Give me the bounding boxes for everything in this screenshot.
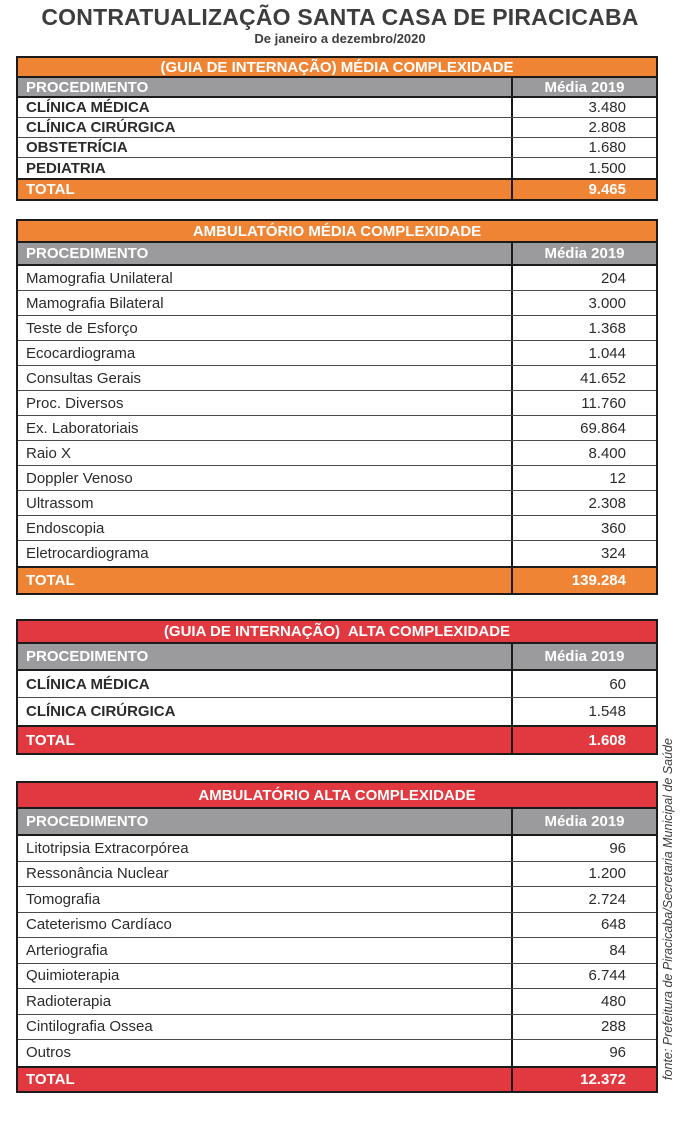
table-row — [18, 316, 656, 341]
table-row — [18, 341, 656, 366]
table-body — [18, 98, 656, 178]
procedure-cell: Radioterapia — [26, 992, 112, 1010]
table-ambulatorio-alta-complexidade — [16, 781, 658, 1093]
value-cell: 2.808 — [511, 118, 656, 137]
total-value: 139.284 — [511, 568, 656, 593]
column-header-procedimento: PROCEDIMENTO — [26, 648, 149, 665]
table-total-row — [18, 566, 656, 593]
value-cell: 204 — [511, 266, 656, 290]
table-header-row — [18, 644, 656, 671]
procedure-cell: Ultrassom — [26, 494, 94, 512]
procedure-cell: Arteriografia — [26, 941, 108, 959]
procedure-cell: CLÍNICA CIRÚRGICA — [26, 703, 176, 720]
table-row — [18, 989, 656, 1015]
procedure-cell: PEDIATRIA — [26, 159, 106, 177]
table-total-row — [18, 1066, 656, 1091]
table-total-row — [18, 178, 656, 199]
value-cell: 288 — [511, 1015, 656, 1040]
value-cell: 324 — [511, 541, 656, 566]
procedure-cell: Consultas Gerais — [26, 369, 142, 387]
value-cell: 2.724 — [511, 887, 656, 912]
value-cell: 8.400 — [511, 441, 656, 465]
column-header-media-2019: Média 2019 — [511, 78, 656, 96]
value-cell: 648 — [511, 913, 656, 938]
column-header-media-2019: Média 2019 — [511, 644, 656, 669]
value-cell: 2.308 — [511, 491, 656, 515]
page-title: CONTRATUALIZAÇÃO SANTA CASA DE PIRACICABA — [41, 4, 639, 30]
procedure-cell: Ex. Laboratoriais — [26, 419, 139, 437]
page-subtitle: De janeiro a dezembro/2020 — [254, 31, 426, 46]
value-cell: 360 — [511, 516, 656, 540]
total-value: 12.372 — [511, 1068, 656, 1091]
value-cell: 1.500 — [511, 158, 656, 178]
table-body — [18, 836, 656, 1066]
procedure-cell: Raio X — [26, 444, 72, 462]
table-total-row — [18, 725, 656, 753]
table-ambulatorio-media-complexidade — [16, 219, 658, 595]
procedure-cell: CLÍNICA CIRÚRGICA — [26, 119, 176, 136]
table-row — [18, 698, 656, 725]
table-title: AMBULATÓRIO MÉDIA COMPLEXIDADE — [18, 221, 656, 243]
total-value: 9.465 — [511, 180, 656, 199]
value-cell: 6.744 — [511, 964, 656, 989]
table-title: AMBULATÓRIO ALTA COMPLEXIDADE — [18, 783, 656, 809]
value-cell: 1.548 — [511, 698, 656, 725]
table-row — [18, 158, 656, 178]
table-row — [18, 118, 656, 138]
column-header-procedimento: PROCEDIMENTO — [26, 245, 149, 262]
column-header-procedimento: PROCEDIMENTO — [26, 78, 149, 96]
table-row — [18, 441, 656, 466]
table-header-row — [18, 78, 656, 98]
procedure-cell: Cateterismo Cardíaco — [26, 916, 172, 934]
table-row — [18, 862, 656, 888]
value-cell: 480 — [511, 989, 656, 1014]
table-row — [18, 836, 656, 862]
table-row — [18, 516, 656, 541]
procedure-cell: Endoscopia — [26, 519, 105, 537]
column-header-media-2019: Média 2019 — [511, 809, 656, 834]
value-cell: 3.480 — [511, 98, 656, 117]
table-body — [18, 671, 656, 725]
table-row — [18, 1040, 656, 1066]
table-row — [18, 466, 656, 491]
total-label: TOTAL — [26, 731, 75, 749]
procedure-cell: Doppler Venoso — [26, 469, 133, 487]
total-label: TOTAL — [26, 1070, 75, 1088]
procedure-cell: CLÍNICA MÉDICA — [26, 675, 150, 693]
procedure-cell: Ecocardiograma — [26, 344, 136, 362]
column-header-procedimento: PROCEDIMENTO — [26, 813, 149, 830]
procedure-cell: Mamografia Unilateral — [26, 269, 173, 287]
value-cell: 96 — [511, 836, 656, 861]
table-header-row — [18, 243, 656, 266]
total-label: TOTAL — [26, 572, 75, 589]
source-note: fonte: Prefeitura de Piracicaba/Secretaria Municipal de Saúde — [661, 738, 675, 1080]
value-cell: 60 — [511, 671, 656, 697]
procedure-cell: Mamografia Bilateral — [26, 294, 164, 312]
procedure-cell: OBSTETRÍCIA — [26, 139, 128, 156]
value-cell: 84 — [511, 938, 656, 963]
value-cell: 1.044 — [511, 341, 656, 365]
value-cell: 41.652 — [511, 366, 656, 390]
procedure-cell: Tomografia — [26, 890, 101, 908]
procedure-cell: Cintilografia Ossea — [26, 1018, 153, 1036]
value-cell: 3.000 — [511, 291, 656, 315]
table-row — [18, 887, 656, 913]
table-row — [18, 491, 656, 516]
value-cell: 1.200 — [511, 862, 656, 887]
table-row — [18, 541, 656, 566]
table-row — [18, 938, 656, 964]
table-row — [18, 416, 656, 441]
table-guia-internacao-media-complexidade — [16, 56, 658, 201]
procedure-cell: Ressonância Nuclear — [26, 865, 169, 883]
table-body — [18, 266, 656, 566]
table-title: (GUIA DE INTERNAÇÃO) ALTA COMPLEXIDADE — [18, 621, 656, 644]
table-row — [18, 266, 656, 291]
value-cell: 1.680 — [511, 138, 656, 157]
table-row — [18, 291, 656, 316]
table-row — [18, 98, 656, 118]
total-value: 1.608 — [511, 727, 656, 753]
table-header-row — [18, 809, 656, 836]
total-label: TOTAL — [26, 181, 75, 198]
value-cell: 1.368 — [511, 316, 656, 340]
table-row — [18, 391, 656, 416]
table-row — [18, 138, 656, 158]
value-cell: 69.864 — [511, 416, 656, 440]
procedure-cell: CLÍNICA MÉDICA — [26, 99, 150, 116]
procedure-cell: Eletrocardiograma — [26, 545, 149, 562]
table-row — [18, 1015, 656, 1041]
procedure-cell: Outros — [26, 1044, 72, 1062]
table-guia-internacao-alta-complexidade — [16, 619, 658, 755]
procedure-cell: Quimioterapia — [26, 967, 120, 985]
value-cell: 96 — [511, 1040, 656, 1066]
table-title: (GUIA DE INTERNAÇÃO) MÉDIA COMPLEXIDADE — [18, 58, 656, 78]
procedure-cell: Teste de Esforço — [26, 319, 138, 337]
table-row — [18, 964, 656, 990]
procedure-cell: Proc. Diversos — [26, 394, 124, 412]
table-row — [18, 913, 656, 939]
procedure-cell: Litotripsia Extracorpórea — [26, 839, 189, 857]
value-cell: 11.760 — [511, 391, 656, 415]
table-row — [18, 366, 656, 391]
table-row — [18, 671, 656, 698]
value-cell: 12 — [511, 466, 656, 490]
column-header-media-2019: Média 2019 — [511, 243, 656, 264]
